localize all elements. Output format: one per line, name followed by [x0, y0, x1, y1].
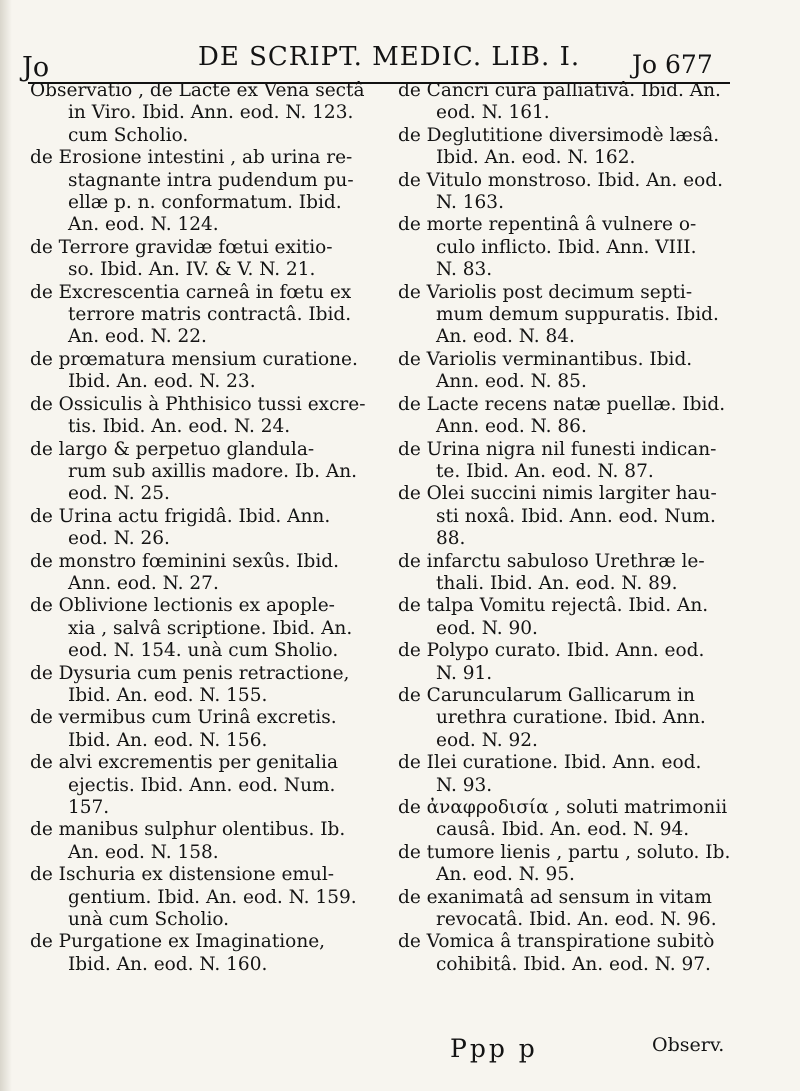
entry-line: de Erosione intestini , ab urina re-: [30, 147, 353, 169]
entry-line: sti noxâ. Ibid. Ann. eod. Num.: [436, 505, 716, 527]
entry-line: stagnante intra pudendum pu-: [68, 169, 354, 191]
entry-line: Ann. eod. N. 86.: [436, 416, 587, 438]
entry-line: de Oblivione lectionis ex apople-: [30, 595, 335, 617]
index-entry: [30, 551, 380, 596]
entry-line: cohibitâ. Ibid. An. eod. N. 97.: [436, 953, 711, 975]
entry-line: de Olei succini nimis largiter hau-: [398, 483, 717, 505]
index-entry: [398, 483, 738, 550]
entry-line: eod. N. 25.: [68, 483, 170, 505]
entry-line: de Cancri cura palliativâ. Ibid. An.: [398, 80, 721, 101]
entry-line: de Dysuria cum penis retractione,: [30, 662, 350, 684]
entry-line: tis. Ibid. An. eod. N. 24.: [68, 416, 291, 438]
entry-line: revocatâ. Ibid. An. eod. N. 96.: [436, 909, 717, 931]
index-entry: [30, 439, 380, 506]
entry-line: de Lacte recens natæ puellæ. Ibid.: [398, 393, 726, 415]
entry-line: eod. N. 92.: [436, 729, 538, 751]
entry-line: de Ossiculis à Phthisico tussi excre-: [30, 393, 366, 415]
entry-line: N. 83.: [436, 259, 493, 281]
index-entry: [30, 147, 380, 237]
running-head-title: DE SCRIPT. MEDIC. LIB. I.: [198, 42, 581, 72]
entry-line: de infarctu sabuloso Urethræ le-: [398, 550, 705, 572]
entry-line: de prœmatura mensium curatione.: [30, 348, 358, 370]
entry-line: N. 91.: [436, 662, 493, 684]
entry-line: de largo & perpetuo glandula-: [30, 438, 315, 460]
entry-line: de ἀναφροδισία , soluti matrimonii: [398, 797, 728, 818]
entry-line: de Urina actu frigidâ. Ibid. Ann.: [30, 505, 331, 527]
entry-line: terrore matris contractâ. Ibid.: [68, 304, 352, 326]
entry-line: thali. Ibid. An. eod. N. 89.: [436, 572, 678, 594]
index-entry: [30, 752, 380, 819]
entry-line: An. eod. N. 22.: [68, 326, 207, 348]
entry-line: de morte repentinâ â vulnere o-: [398, 214, 697, 236]
index-entry: [398, 439, 738, 484]
entry-line: de Vomica â transpiratione subitò: [398, 931, 715, 953]
entry-line: N. 163.: [436, 192, 504, 214]
entry-line: causâ. Ibid. An. eod. N. 94.: [436, 819, 690, 841]
entry-line: rum sub axillis madore. Ib. An.: [68, 460, 357, 482]
entry-line: de Ischuria ex distensione emul-: [30, 864, 335, 886]
entry-line: Observatio , de Lacte ex Vena sectâ: [30, 80, 365, 101]
entry-line: de Ilei curatione. Ibid. Ann. eod.: [398, 752, 702, 774]
entry-line: ejectis. Ibid. Ann. eod. Num.: [68, 774, 336, 796]
entry-line: de alvi excrementis per genitalia: [30, 752, 338, 774]
entry-line: Ibid. An. eod. N. 23.: [68, 371, 256, 393]
index-entry: [30, 931, 380, 976]
running-head-page-number: Jo 677: [632, 50, 713, 79]
entry-line: de exanimatâ ad sensum in vitam: [398, 886, 712, 908]
entry-line: de Variolis post decimum septi-: [398, 281, 693, 303]
entry-line: so. Ibid. An. IV. & V. N. 21.: [68, 259, 316, 281]
index-entry: [398, 640, 738, 685]
entry-line: de Urina nigra nil funesti indican-: [398, 438, 717, 460]
index-entry: [398, 595, 738, 640]
index-entry: [30, 595, 380, 662]
index-entry: [30, 506, 380, 551]
entry-line: Ibid. An. eod. N. 162.: [436, 147, 636, 169]
signature-mark: Ppp p: [450, 1034, 538, 1063]
index-entry: [30, 349, 380, 394]
entry-line: eod. N. 154. unà cum Sholio.: [68, 640, 339, 662]
entry-line: eod. N. 90.: [436, 617, 538, 639]
entry-line: de Deglutitione diversimodè læsâ.: [398, 124, 720, 146]
entry-line: de Excrescentia carneâ in fœtu ex: [30, 281, 352, 303]
entry-line: de manibus sulphur olentibus. Ib.: [30, 819, 346, 841]
entry-line: eod. N. 26.: [68, 528, 170, 550]
index-entry: [398, 394, 738, 439]
entry-line: in Viro. Ibid. Ann. eod. N. 123.: [68, 102, 354, 124]
entry-line: te. Ibid. An. eod. N. 87.: [436, 460, 654, 482]
index-entry: [398, 125, 738, 170]
entry-line: de vermibus cum Urinâ excretis.: [30, 707, 337, 729]
index-entry: [30, 707, 380, 752]
entry-line: An. eod. N. 158.: [68, 841, 219, 863]
index-entry: [398, 887, 738, 932]
entry-line: An. eod. N. 124.: [68, 214, 219, 236]
catchword: Observ.: [652, 1034, 725, 1056]
entry-line: de Terrore gravidæ fœtui exitio-: [30, 236, 333, 258]
entry-line: An. eod. N. 95.: [436, 864, 575, 886]
entry-line: de Caruncularum Gallicarum in: [398, 684, 695, 706]
index-entry: [398, 282, 738, 349]
entry-line: Ibid. An. eod. N. 156.: [68, 729, 268, 751]
entry-line: mum demum suppuratis. Ibid.: [436, 304, 719, 326]
entry-line: eod. N. 161.: [436, 102, 550, 124]
entry-line: N. 93.: [436, 774, 493, 796]
page-gutter-shadow: [0, 0, 12, 1091]
index-entry: [398, 349, 738, 394]
entry-line: de Vitulo monstroso. Ibid. An. eod.: [398, 169, 723, 191]
index-entry: [398, 170, 738, 215]
index-entry: [398, 931, 738, 976]
right-column: [398, 80, 738, 976]
index-entry: [398, 551, 738, 596]
entry-line: urethra curatione. Ibid. Ann.: [436, 707, 706, 729]
index-entry: [30, 819, 380, 864]
entry-line: de monstro fœminini sexûs. Ibid.: [30, 550, 340, 572]
entry-line: de Variolis verminantibus. Ibid.: [398, 348, 693, 370]
entry-line: de Purgatione ex Imaginatione,: [30, 931, 326, 953]
index-entry: [398, 685, 738, 752]
entry-line: cum Scholio.: [68, 124, 189, 146]
entry-line: gentium. Ibid. An. eod. N. 159.: [68, 886, 357, 908]
left-column: [30, 80, 380, 976]
entry-line: An. eod. N. 84.: [436, 326, 575, 348]
entry-line: Ibid. An. eod. N. 155.: [68, 684, 268, 706]
index-entry: [30, 663, 380, 708]
entry-line: Ibid. An. eod. N. 160.: [68, 953, 268, 975]
entry-line: Ann. eod. N. 27.: [68, 572, 219, 594]
entry-line: Ann. eod. N. 85.: [436, 371, 587, 393]
entry-line: de tumore lienis , partu , soluto. Ib.: [398, 841, 731, 863]
index-entry: [398, 797, 738, 842]
entry-line: 88.: [436, 528, 466, 550]
entry-line: ellæ p. n. conformatum. Ibid.: [68, 192, 342, 214]
index-entry: [30, 282, 380, 349]
index-entry: [398, 214, 738, 281]
index-entry: [398, 80, 738, 125]
index-entry: [398, 842, 738, 887]
entry-line: unà cum Scholio.: [68, 909, 230, 931]
index-entry: [30, 394, 380, 439]
index-entry: [398, 752, 738, 797]
entry-line: 157.: [68, 797, 110, 818]
running-head-left: Jo: [22, 52, 50, 83]
entry-line: culo inflicto. Ibid. Ann. VIII.: [436, 236, 697, 258]
index-entry: [30, 80, 380, 147]
entry-line: xia , salvâ scriptione. Ibid. An.: [68, 617, 353, 639]
index-entry: [30, 864, 380, 931]
index-entry: [30, 237, 380, 282]
entry-line: de Polypo curato. Ibid. Ann. eod.: [398, 640, 705, 662]
entry-line: de talpa Vomitu rejectâ. Ibid. An.: [398, 595, 709, 617]
